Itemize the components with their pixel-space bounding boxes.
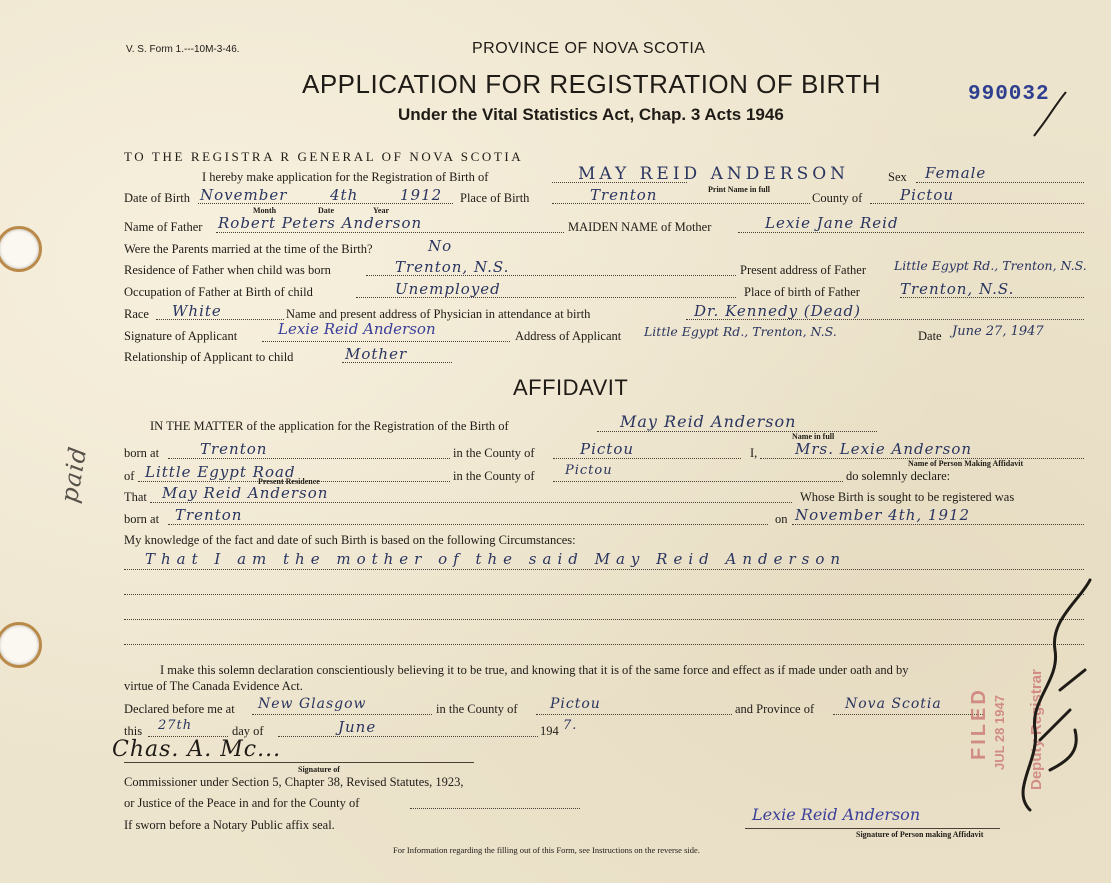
this-label: this	[124, 724, 143, 738]
affiant-signature: Lexie Reid Anderson	[752, 805, 921, 824]
deputy-stamp: Deputy Registrar	[1028, 669, 1045, 790]
that-label: That	[124, 490, 147, 504]
residence-affidavit: Little Egypt Road	[145, 463, 296, 481]
applicant-address-value: Little Egypt Rd., Trenton, N.S.	[644, 324, 837, 339]
registration-number: 990032	[968, 83, 1050, 106]
born-at-value-2: Trenton	[175, 506, 243, 524]
province-value: Nova Scotia	[845, 696, 942, 712]
declared-at-value: New Glasgow	[258, 696, 367, 712]
born-at-label-2: born at	[124, 512, 160, 526]
mother-name: Lexie Jane Reid	[765, 214, 899, 232]
matter-label: IN THE MATTER of the application for the Registration of the Birth of	[150, 419, 509, 433]
i-label: I,	[750, 446, 758, 460]
that-name: May Reid Anderson	[162, 484, 329, 502]
province-label: and Province of	[735, 702, 815, 716]
mother-label: MAIDEN NAME of Mother	[568, 220, 712, 234]
relationship-label: Relationship of Applicant to child	[124, 350, 294, 364]
date-label: Date	[918, 329, 942, 343]
race-value: White	[172, 302, 222, 320]
on-label: on	[775, 512, 788, 526]
addressee: TO THE REGISTRA R GENERAL OF NOVA SCOTIA	[124, 149, 524, 164]
form-subtitle: Under the Vital Statistics Act, Chap. 3 Acts 1946	[398, 105, 784, 124]
on-date: November 4th, 1912	[795, 506, 971, 524]
circumstance-text: That I am the mother of the said May Reid Anderson	[145, 550, 847, 568]
born-at-label: born at	[124, 446, 160, 460]
married-label: Were the Parents married at the time of the Birth?	[124, 242, 373, 256]
present-address-value: Little Egypt Rd., Trenton, N.S.	[894, 258, 1087, 273]
punch-hole-bottom	[0, 622, 42, 668]
filed-stamp: FILED	[968, 687, 990, 760]
month-value: June	[338, 718, 377, 736]
relationship-value: Mother	[345, 345, 408, 363]
present-address-label: Present address of Father	[740, 263, 867, 277]
child-name: MAY REID ANDERSON	[578, 164, 850, 184]
day-of-label: day of	[232, 724, 264, 738]
year-caption: Year	[373, 206, 389, 215]
matter-name: May Reid Anderson	[620, 412, 797, 431]
declare-label: do solemnly declare:	[846, 469, 951, 483]
declaration-line-2: virtue of The Canada Evidence Act.	[124, 679, 303, 693]
checkmark-icon	[1030, 90, 1070, 140]
form-title: APPLICATION FOR REGISTRATION OF BIRTH	[302, 69, 881, 99]
print-name-caption: Print Name in full	[708, 185, 770, 194]
initials-scribble-icon	[1000, 560, 1110, 820]
signature-of-caption: Signature of	[298, 765, 340, 774]
place-of-birth-value: Trenton	[590, 186, 658, 204]
province-heading: PROVINCE OF NOVA SCOTIA	[472, 40, 706, 57]
day-value: 27th	[158, 718, 193, 733]
born-at-value: Trenton	[200, 440, 268, 458]
affiant-name: Mrs. Lexie Anderson	[795, 440, 973, 458]
intro-label: I hereby make application for the Registration of Birth of	[202, 170, 489, 184]
affidavit-heading: AFFIDAVIT	[513, 375, 629, 400]
father-birthplace-label: Place of birth of Father	[744, 285, 860, 299]
county-label: County of	[812, 191, 863, 205]
married-value: No	[428, 237, 453, 255]
whose-birth-label: Whose Birth is sought to be registered was	[800, 490, 1015, 504]
declared-label: Declared before me at	[124, 702, 235, 716]
of-label: of	[124, 469, 135, 483]
date-caption: Date	[318, 206, 334, 215]
residence-value: Trenton, N.S.	[395, 258, 510, 276]
stamp-date: JUL 28 1947	[992, 695, 1007, 770]
commissioner-signature: Chas. A. Mc...	[112, 737, 282, 762]
year-suffix: 7.	[563, 718, 578, 733]
affiant-signature-caption: Signature of Person making Affidavit	[856, 830, 984, 839]
county2-value: Pictou	[565, 463, 613, 478]
county-of-label: in the County of	[453, 446, 535, 460]
father-label: Name of Father	[124, 220, 203, 234]
month-caption: Month	[253, 206, 277, 215]
physician-label: Name and present address of Physician in attendance at birth	[286, 307, 591, 321]
physician-value: Dr. Kennedy (Dead)	[694, 302, 861, 320]
sex-value: Female	[925, 164, 987, 182]
notary-line: If sworn before a Notary Public affix seal.	[124, 818, 335, 832]
knowledge-label: My knowledge of the fact and date of such Birth is based on the following Circumstances:	[124, 533, 576, 547]
county-value: Pictou	[900, 186, 955, 204]
dob-month: November	[200, 186, 288, 204]
race-label: Race	[124, 307, 149, 321]
year-value: 194	[540, 724, 559, 738]
signature-label: Signature of Applicant	[124, 329, 238, 343]
dob-year: 1912	[400, 186, 443, 204]
date-value: June 27, 1947	[952, 324, 1044, 339]
form-code: V. S. Form 1.---10M-3-46.	[126, 44, 240, 55]
declaration-line-1: I make this solemn declaration conscientiously believing it to be true, and knowing that it is of the same force and effect as if made under oath and by	[160, 663, 909, 677]
punch-hole-top	[0, 226, 42, 272]
name-caption: Name in full	[792, 432, 835, 441]
affiant-caption: Name of Person Making Affidavit	[908, 459, 1024, 468]
footer-note: For Information regarding the filling out of this Form, see Instructions on the reverse side.	[393, 845, 700, 855]
commissioner-line: Commissioner under Section 5, Chapter 38, Revised Statutes, 1923,	[124, 775, 464, 789]
dob-day: 4th	[330, 186, 359, 204]
justice-line: or Justice of the Peace in and for the County of	[124, 796, 360, 810]
father-name: Robert Peters Anderson	[218, 214, 423, 232]
residence-caption: Present Residence	[258, 477, 320, 486]
margin-note: paid	[55, 444, 93, 505]
occupation-value: Unemployed	[395, 280, 501, 298]
residence-label: Residence of Father when child was born	[124, 263, 331, 277]
declared-county-label: in the County of	[436, 702, 518, 716]
applicant-address-label: Address of Applicant	[515, 329, 622, 343]
county-of-label-2: in the County of	[453, 469, 535, 483]
place-of-birth-label: Place of Birth	[460, 191, 530, 205]
dob-label: Date of Birth	[124, 191, 190, 205]
occupation-label: Occupation of Father at Birth of child	[124, 285, 313, 299]
county-value-affidavit: Pictou	[580, 440, 635, 458]
applicant-signature: Lexie Reid Anderson	[278, 320, 436, 338]
declared-county-value: Pictou	[550, 696, 601, 712]
sex-label: Sex	[888, 170, 907, 184]
father-birthplace-value: Trenton, N.S.	[900, 280, 1015, 298]
